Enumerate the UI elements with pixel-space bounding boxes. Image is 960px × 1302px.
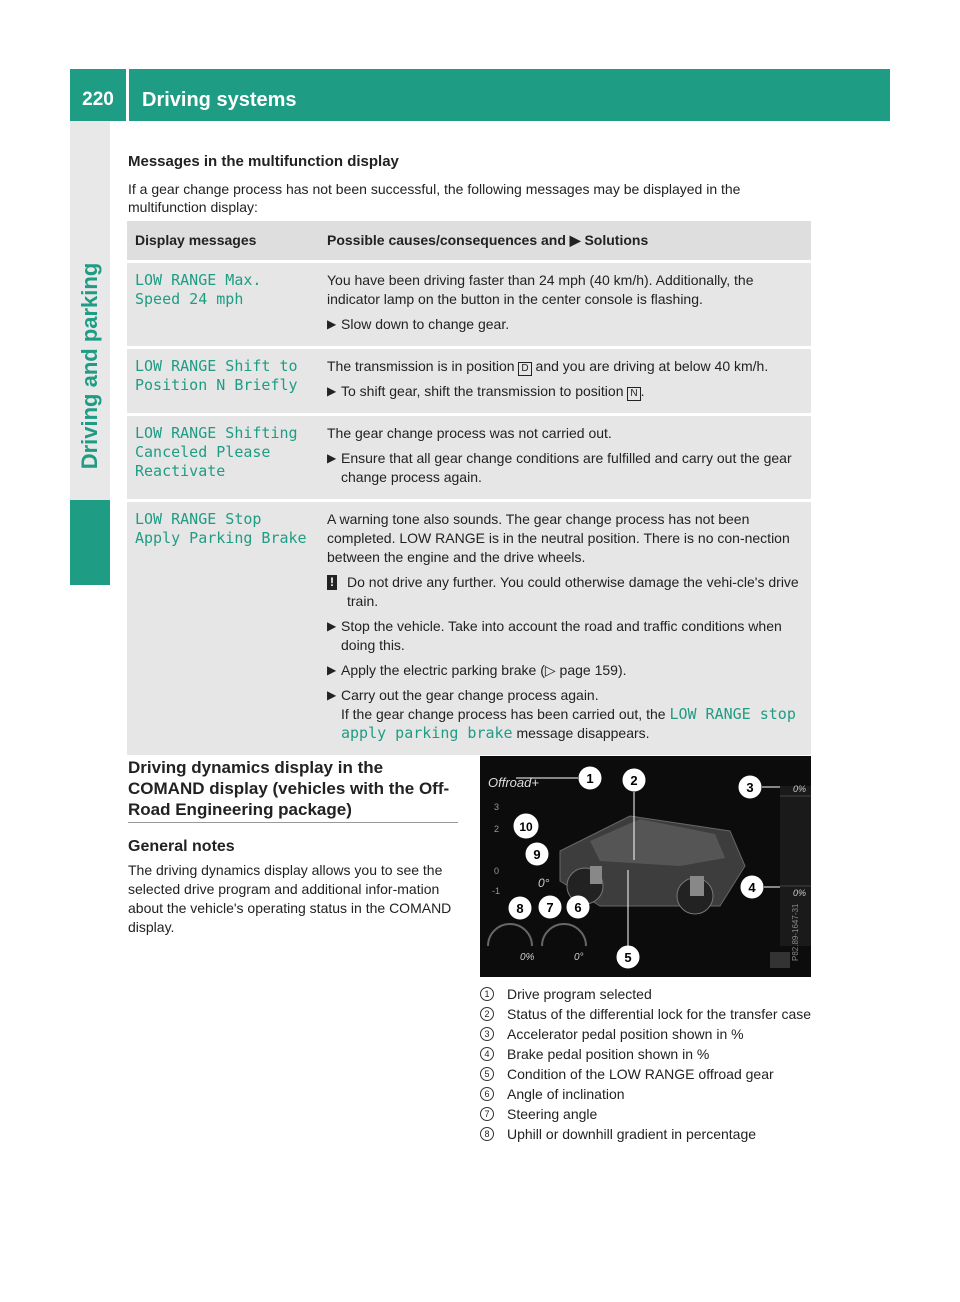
arrow-right-icon: ▶ [327, 451, 337, 465]
page-number: 220 [82, 89, 114, 110]
brake-percent: 0% [793, 888, 807, 898]
section-heading: Driving dynamics display in the COMAND display (vehicles with the Off-Road Engineering package) [128, 758, 450, 819]
subsection-heading: General notes [128, 838, 235, 855]
list-item: 8 Uphill or downhill gradient in percentage [480, 1124, 815, 1144]
svg-text:0%: 0% [520, 952, 535, 963]
message-solution: A warning tone also sounds. The gear change process has not been completed. LOW RANGE is in the neutral position. There is no con-nection between the engine and the drive wheels. ! Do not drive any further. You could otherwise damage the vehi-cle's drive train. ▶ Stop the vehicle. Take into account the road and traffic conditions when doing this. ▶ Apply the electric parking brake (▷ page 159). ▶ Carry out the gear change process again. If the gear change process has been carried out, the LOW RANGE stop apply parking brake message disappears. [319, 502, 811, 755]
side-tab-label: Driving and parking [77, 262, 102, 470]
list-item: 5 Condition of the LOW RANGE offroad gear [480, 1064, 815, 1084]
gear-d-icon: D [518, 362, 531, 376]
header-divider [126, 69, 129, 121]
table-row [127, 416, 811, 499]
svg-text:0°: 0° [574, 952, 584, 963]
message-solution: The transmission is in position D and you are driving at below 40 km/h. ▶ To shift gear, shift the transmission to position N . [319, 349, 811, 413]
display-message: LOW RANGE Stop Apply Parking Brake [127, 502, 319, 755]
page-ref-link[interactable]: page 159 [559, 662, 618, 678]
svg-text:1: 1 [586, 771, 594, 786]
svg-text:4: 4 [748, 880, 756, 895]
arrow-right-icon: ▶ [569, 232, 581, 248]
arrow-right-icon: ▶ [327, 384, 337, 398]
intro-heading: Messages in the multifunction display [128, 153, 399, 170]
list-item: 4 Brake pedal position shown in % [480, 1044, 815, 1064]
list-item: 6 Angle of inclination [480, 1084, 815, 1104]
arrow-right-icon: ▶ [327, 317, 337, 331]
table-row [127, 502, 811, 755]
table-header-row [127, 221, 811, 260]
list-item: 2 Status of the differential lock for the transfer case [480, 1004, 815, 1024]
svg-text:5: 5 [624, 950, 632, 965]
svg-text:2: 2 [494, 824, 500, 834]
svg-text:9: 9 [533, 847, 541, 862]
svg-text:3: 3 [494, 802, 500, 812]
svg-text:3: 3 [746, 780, 754, 795]
figure-illustration [480, 756, 811, 977]
page-header [70, 69, 890, 121]
svg-text:6: 6 [574, 900, 582, 915]
svg-text:0: 0 [494, 866, 500, 876]
svg-text:8: 8 [516, 901, 524, 916]
warning-icon: ! [327, 575, 337, 590]
gear-n-icon: N [627, 387, 640, 401]
svg-text:7: 7 [546, 900, 554, 915]
inline-message-code: LOW RANGE stop apply parking brake [341, 705, 796, 742]
col-display-messages: Display messages [127, 221, 319, 260]
display-message: LOW RANGE Shifting Canceled Please Reactivate [127, 416, 319, 499]
table-row [127, 349, 811, 413]
driving-dynamics-figure [480, 756, 811, 977]
message-solution: You have been driving faster than 24 mph (40 km/h). Additionally, the indicator lamp on the button in the center console is flashing. ▶ Slow down to change gear. [319, 263, 811, 346]
message-solution: The gear change process was not carried out. ▶ Ensure that all gear change conditions are fulfilled and carry out the gear change process again. [319, 416, 811, 499]
figure-ref-code: P82.89-1647-31 [791, 903, 800, 961]
general-notes-text: The driving dynamics display allows you to see the selected drive program and additional infor-mation about the vehicle's operating status in the COMAND display. [128, 862, 452, 935]
page-ref-icon: ▷ [544, 662, 556, 678]
messages-table [127, 218, 811, 758]
arrow-right-icon: ▶ [327, 619, 337, 633]
arrow-right-icon: ▶ [327, 663, 337, 677]
list-item: 7 Steering angle [480, 1104, 815, 1124]
inclination-value: 0° [538, 876, 550, 890]
intro-text: If a gear change process has not been successful, the following messages may be displayed in the multifunction display: [128, 181, 741, 215]
list-item: 1 Drive program selected [480, 984, 815, 1004]
section-divider [128, 822, 458, 823]
display-message: LOW RANGE Shift to Position N Briefly [127, 349, 319, 413]
chapter-title: Driving systems [142, 89, 297, 111]
accelerator-percent: 0% [793, 784, 807, 794]
list-item: 3 Accelerator pedal position shown in % [480, 1024, 815, 1044]
side-tab-marker [70, 500, 110, 585]
svg-text:-1: -1 [492, 886, 501, 896]
figure-legend [480, 984, 815, 1144]
table-row [127, 263, 811, 346]
settings-icon [770, 952, 790, 968]
svg-text:10: 10 [519, 820, 533, 834]
display-message: LOW RANGE Max. Speed 24 mph [127, 263, 319, 346]
arrow-right-icon: ▶ [327, 688, 337, 702]
svg-text:2: 2 [630, 773, 638, 788]
col-causes-solutions: Possible causes/consequences and ▶ Solutions [319, 221, 811, 260]
program-label: Offroad+ [488, 775, 539, 790]
